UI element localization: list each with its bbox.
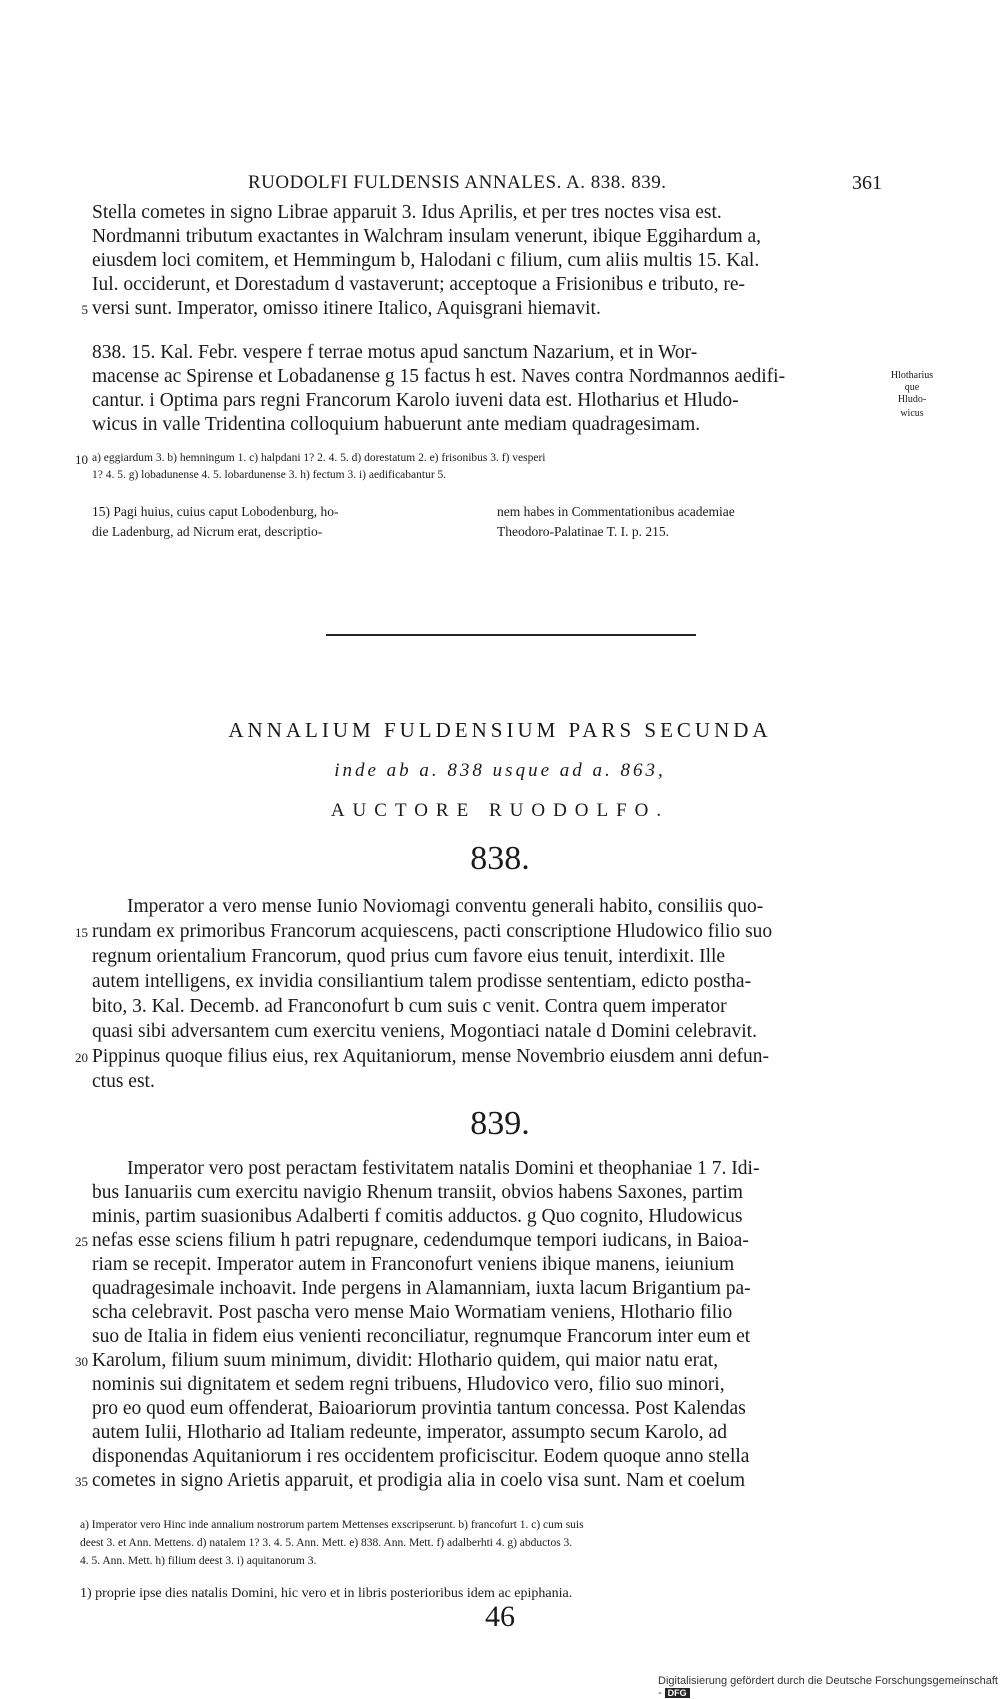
text-line: minis, partim suasionibus Adalberti f comitis adductos. g Quo cognito, Hludowicus [92, 1206, 743, 1227]
text-line: wicus in valle Tridentina colloquium habuerunt ante mediam quadragesimam. [92, 414, 701, 435]
margin-note-line: Hlotharius [890, 370, 934, 381]
line-number: 5 [81, 302, 88, 317]
year-heading: 839. [470, 1105, 530, 1142]
note-1: 1) proprie ipse dies natalis Domini, hic vero et in libris posterioribus idem ac epiphania. [80, 1586, 573, 1601]
line-number: 25 [75, 1234, 88, 1249]
note-line: a) Imperator vero Hinc inde annalium nostrorum partem Mettenses exscripserunt. b) francofurt 1. c) cum suis [80, 1519, 584, 1531]
line-number: 35 [75, 1474, 88, 1489]
text-line: 838. 15. Kal. Febr. vespere f terrae motus apud sanctum Nazarium, et in Wor- [92, 342, 698, 363]
text-line: cometes in signo Arietis apparuit, et prodigia alia in coelo visa sunt. Nam et coelum [92, 1470, 746, 1491]
section-subtitle: inde ab a. 838 usque ad a. 863, [334, 760, 666, 781]
text-line: autem Iulii, Hlothario ad Italiam redeunte, imperator, assumpto secum Karolo, ad [92, 1422, 727, 1443]
section-title: ANNALIUM FULDENSIUM PARS SECUNDA [228, 718, 772, 742]
note-line: 4. 5. Ann. Mett. h) filium deest 3. i) aquitanorum 3. [80, 1555, 317, 1567]
text-line: nominis sui dignitatem et sedem regni tribuens, Hludovico vero, filio suo minori, [92, 1374, 725, 1395]
note-line: die Ladenburg, ad Nicrum erat, descriptio- [92, 524, 323, 539]
text-line: nefas esse sciens filium h patri repugnare, cedendumque tempori iudicans, in Baioa- [92, 1230, 749, 1251]
section-rule [326, 634, 696, 636]
line-number: 30 [75, 1354, 88, 1369]
text-line: bito, 3. Kal. Decemb. ad Franconofurt b cum suis c venit. Contra quem imperator [92, 996, 727, 1017]
text-line: pro eo quod eum offenderat, Baioariorum provintia tantum concessa. Post Kalendas [92, 1398, 746, 1419]
year-heading: 838. [470, 840, 530, 877]
note-line: Theodoro-Palatinae T. I. p. 215. [497, 524, 669, 539]
text-line: Pippinus quoque filius eius, rex Aquitaniorum, mense Novembrio eiusdem anni defun- [92, 1046, 769, 1067]
text-line: regnum orientalium Francorum, quod prius cum favore eius tenuit, interdixit. Ille [92, 946, 726, 967]
section-author: AUCTORE RUODOLFO. [330, 800, 670, 821]
signature-mark: 46 [485, 1600, 515, 1633]
margin-note-line: wicus [900, 408, 924, 419]
text-line: ctus est. [92, 1071, 155, 1092]
text-line: quasi sibi adversantem cum exercitu veniens, Mogontiaci natale d Domini celebravit. [92, 1021, 757, 1042]
text-line: versi sunt. Imperator, omisso itinere Italico, Aquisgrani hiemavit. [92, 298, 601, 319]
text-line: cantur. i Optima pars regni Francorum Karolo iuveni data est. Hlotharius et Hludo- [92, 390, 739, 411]
line-number: 20 [75, 1050, 88, 1065]
footer-text: Digitalisierung gefördert durch die Deutsche Forschungsgemeinschaft - [658, 1675, 998, 1699]
text-line: bus Ianuariis cum exercitu navigio Rhenum transiit, obvios habens Saxones, partim [92, 1182, 743, 1203]
text-line: Iul. occiderunt, et Dorestadum d vastaverunt; acceptoque a Frisionibus e tributo, re- [92, 274, 746, 295]
line-number: 15 [75, 925, 88, 940]
page-number: 361 [852, 172, 882, 194]
text-line: riam se recepit. Imperator autem in Franconofurt veniens ibique manens, ieiunium [92, 1254, 735, 1275]
text-line: Imperator vero post peractam festivitatem natalis Domini et theophaniae 1 7. Idi- [127, 1158, 760, 1179]
text-line: macense ac Spirense et Lobadanense g 15 factus h est. Naves contra Nordmannos aedifi- [92, 366, 786, 387]
note-line: deest 3. et Ann. Mettens. d) natalem 1? 3. 4. 5. Ann. Mett. e) 838. Ann. Mett. f) adalberhti 4. g) abductos 3. [80, 1537, 573, 1549]
text-line: eiusdem loci comitem, et Hemmingum b, Halodani c filium, cum aliis multis 15. Kal. [92, 250, 760, 271]
text-line: autem intelligens, ex invidia consiliantium talem prodisse sententiam, edicto postha- [92, 971, 752, 992]
text-line: scha celebravit. Post pascha vero mense Maio Wormatiam veniens, Hlothario filio [92, 1302, 733, 1323]
note-line: 1? 4. 5. g) lobadunense 4. 5. lobardunense 3. h) fectum 3. i) aedificabantur 5. [92, 469, 447, 481]
dfg-logo: DFG [665, 1688, 690, 1698]
text-line: rundam ex primoribus Francorum acquiescens, pacti conscriptione Hludowico filio suo [92, 921, 773, 942]
line-number: 10 [75, 452, 88, 467]
text-line: Stella cometes in signo Librae apparuit 3. Idus Aprilis, et per tres noctes visa est. [92, 202, 722, 223]
text-line: Nordmanni tributum exactantes in Walchram insulam venerunt, ibique Eggihardum a, [92, 226, 762, 247]
text-line: Imperator a vero mense Iunio Noviomagi conventu generali habito, consiliis quo- [127, 896, 764, 917]
margin-note-line: que [904, 382, 920, 393]
text-line: Karolum, filium suum minimum, dividit: Hlothario quidem, qui maior natu erat, [92, 1350, 719, 1371]
note-line: a) eggiardum 3. b) hemningum 1. c) halpdani 1? 2. 4. 5. d) dorestatum 2. e) frisonibus 3. f) vesperi [92, 452, 546, 464]
running-title: RUODOLFI FULDENSIS ANNALES. A. 838. 839. [248, 172, 667, 193]
text-line: quadragesimale inchoavit. Inde pergens in Alamanniam, iuxta lacum Brigantium pa- [92, 1278, 751, 1299]
digitization-footer [658, 1675, 1000, 1699]
text-line: disponendas Aquitaniorum i res occidentem proficiscitur. Eodem quoque anno stella [92, 1446, 750, 1467]
note-line: 15) Pagi huius, cuius caput Lobodenburg, ho- [92, 504, 339, 519]
text-line: suo de Italia in fidem eius venienti reconciliatur, regnumque Francorum inter eum et [92, 1326, 751, 1347]
margin-note-line: Hludo- [897, 394, 927, 405]
note-line: nem habes in Commentationibus academiae [497, 504, 735, 519]
